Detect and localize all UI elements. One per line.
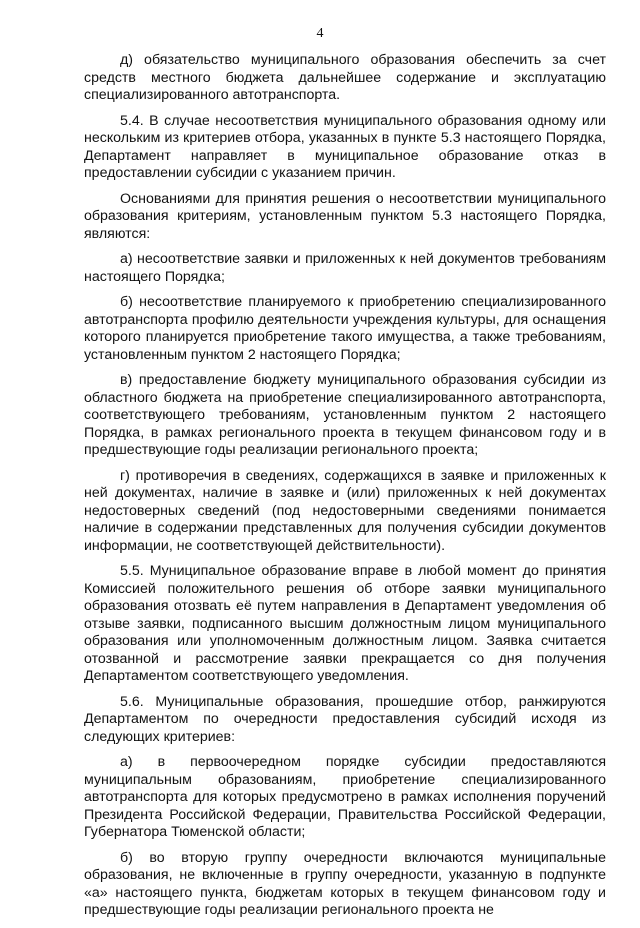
document-body — [84, 52, 606, 928]
paragraph-criterion-a: а) в первоочередном порядке субсидии предоставляются муниципальным образованиям, приобретение специализированного автотранспорта для которых предусмотрено в рамках исполнения поручений Президента Российской Федерации, Правительства Российской Федерации, Губернатора Тюменской области; — [84, 754, 606, 840]
paragraph-5-4: 5.4. В случае несоответствия муниципального образования одному или нескольким из критериев отбора, указанных в пункте 5.3 настоящего Порядка, Департамент направляет в муниципальное образование отказ в предоставлении субсидии с указанием причин. — [84, 112, 606, 181]
paragraph-grounds: Основаниями для принятия решения о несоответствии муниципального образования критериям, установленным пунктом 5.3 настоящего Порядка, являются: — [84, 190, 606, 242]
paragraph-ground-a: а) несоответствие заявки и приложенных к ней документов требованиям настоящего Порядка; — [84, 251, 606, 285]
paragraph-5-6: 5.6. Муниципальные образования, прошедшие отбор, ранжируются Департаментом по очередности предоставления субсидий исходя из следующих критериев: — [84, 693, 606, 745]
paragraph-5-5: 5.5. Муниципальное образование вправе в любой момент до принятия Комиссией положительного решения об отборе заявки муниципального образования отозвать её путем направления в Департамент уведомления об отзыве заявки, подписанного высшим должностным лицом муниципального образования или уполномоченным должностным лицом. Заявка считается отозванной и рассмотрение заявки прекращается со дня получения Департаментом соответствующего уведомления. — [84, 563, 606, 684]
paragraph-subpoint-d: д) обязательство муниципального образования обеспечить за счет средств местного бюджета дальнейшее содержание и эксплуатацию специализированного автотранспорта. — [84, 52, 606, 103]
paragraph-ground-b: б) несоответствие планируемого к приобретению специализированного автотранспорта профилю деятельности учреждения культуры, для оснащения которого планируется приобретение такого имущества, а также требованиям, установленным пунктом 2 настоящего Порядка; — [84, 294, 606, 363]
paragraph-ground-g: г) противоречия в сведениях, содержащихся в заявке и приложенных к ней документах, наличие в заявке и (или) приложенных к ней документах недостоверных сведений (под недостоверными сведениями понимается наличие в содержании представленных для получения субсидии документов информации, не соответствующей действительности). — [84, 467, 606, 554]
paragraph-ground-v: в) предоставление бюджету муниципального образования субсидии из областного бюджета на приобретение специализированного автотранспорта, соответствующего требованиям, установленным пунктом 2 настоящего Порядка, в рамках регионального проекта в текущем финансовом году и в предшествующие годы реализации регионального проекта; — [84, 372, 606, 458]
page-number: 4 — [316, 26, 324, 41]
paragraph-criterion-b: б) во вторую группу очередности включаются муниципальные образования, не включенные в группу очередности, указанную в подпункте «а» настоящего пункта, бюджетам которых в текущем финансовом году и предшествующие годы реализации регионального проекта не — [84, 849, 606, 918]
